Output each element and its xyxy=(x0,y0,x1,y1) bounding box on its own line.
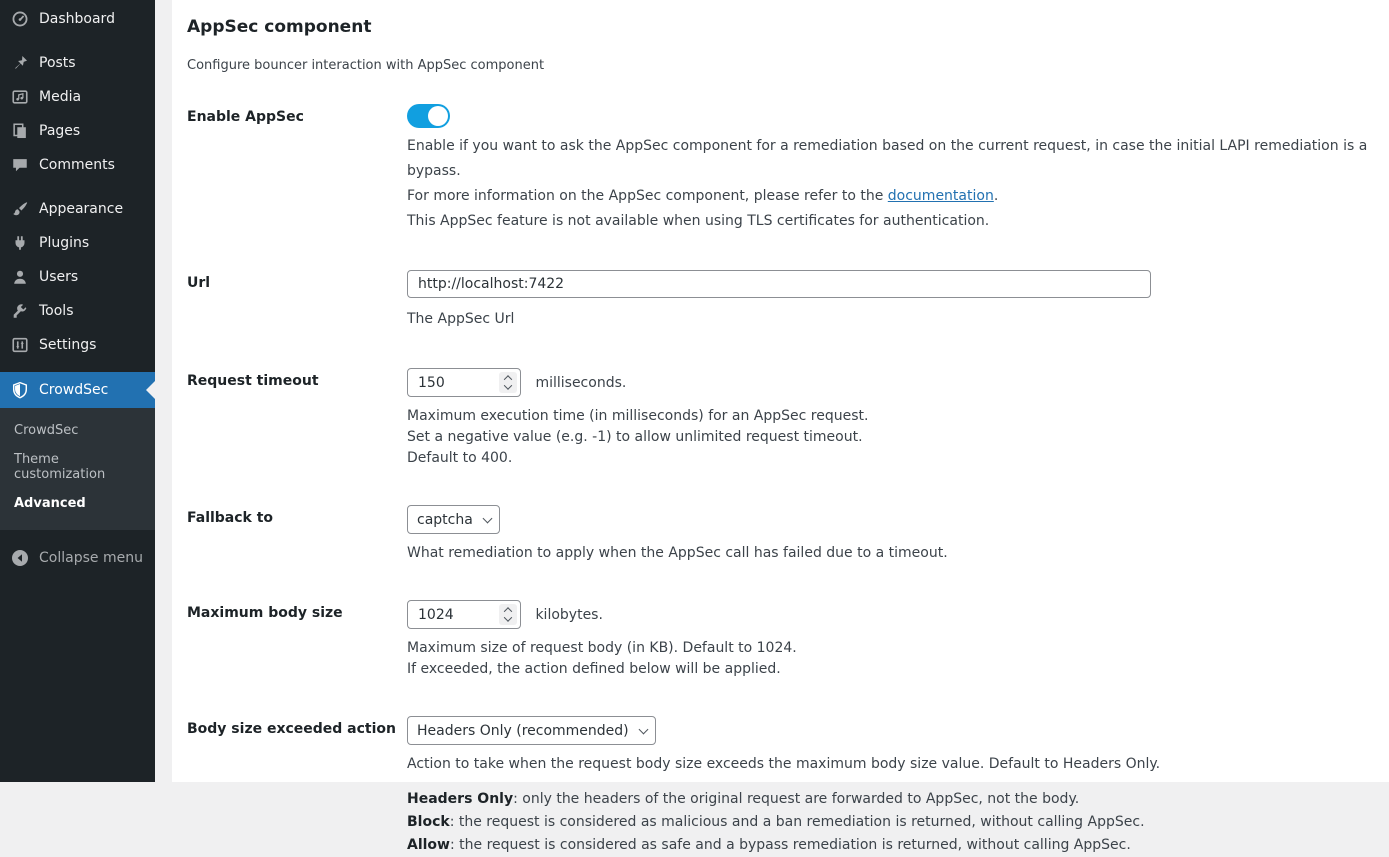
sidebar-item-settings[interactable] xyxy=(0,328,155,362)
sidebar-item-posts[interactable] xyxy=(0,46,155,80)
sidebar-item-dashboard[interactable] xyxy=(0,2,155,36)
sliders-icon xyxy=(10,335,30,355)
submenu-item-theme-customization[interactable] xyxy=(0,445,155,489)
enable-appsec-toggle[interactable] xyxy=(407,104,450,128)
sidebar-item-label: Plugins xyxy=(39,235,90,251)
field-unit: kilobytes. xyxy=(535,606,603,623)
form-row-request-timeout xyxy=(187,368,1369,469)
form-row-enable-appsec xyxy=(187,104,1369,234)
field-description xyxy=(407,638,1369,680)
description-text: . xyxy=(993,188,999,204)
sidebar-separator xyxy=(0,36,155,46)
sidebar-item-pages[interactable] xyxy=(0,114,155,148)
definition-text: : only the headers of the original request are forwarded to AppSec, not the body. xyxy=(513,791,1080,807)
dashboard-icon xyxy=(10,9,30,29)
documentation-link[interactable]: documentation xyxy=(887,188,994,204)
sidebar-item-users[interactable] xyxy=(0,260,155,294)
pin-icon xyxy=(10,53,30,73)
description-line: This AppSec feature is not available when using TLS certificates for authentication. xyxy=(407,213,990,229)
form-row-body-size-action xyxy=(187,716,1369,857)
sidebar-separator xyxy=(0,182,155,192)
description-line: Enable if you want to ask the AppSec component for a remediation based on the current request, in case the initial LAPI remediation is a bypass. xyxy=(407,138,1368,179)
wrench-icon xyxy=(10,301,30,321)
field-label: Body size exceeded action xyxy=(187,721,397,737)
sidebar-item-label: Settings xyxy=(39,337,97,353)
admin-content-area xyxy=(155,0,1389,853)
submenu-item-advanced[interactable] xyxy=(0,489,155,518)
sidebar-item-media[interactable] xyxy=(0,80,155,114)
sidebar-item-label: Comments xyxy=(39,157,115,173)
submenu-item-crowdsec[interactable] xyxy=(0,416,155,445)
description-line: Maximum execution time (in milliseconds) for an AppSec request. xyxy=(407,408,869,424)
admin-sidebar xyxy=(0,0,155,782)
user-icon xyxy=(10,267,30,287)
form-row-fallback-to xyxy=(187,505,1369,564)
sidebar-item-label: Appearance xyxy=(39,201,124,217)
shield-icon xyxy=(10,380,30,400)
page-title: AppSec component xyxy=(187,17,372,37)
field-description: What remediation to apply when the AppSec call has failed due to a timeout. xyxy=(407,545,948,561)
action-definitions xyxy=(407,788,1369,857)
description-text: For more information on the AppSec component, please refer to the xyxy=(407,188,888,204)
sidebar-item-label: Media xyxy=(39,89,82,105)
form-row-max-body-size xyxy=(187,600,1369,680)
field-description: The AppSec Url xyxy=(407,311,515,327)
spacer xyxy=(407,775,1369,788)
submenu-item-label: CrowdSec xyxy=(14,423,79,438)
description-line: Set a negative value (e.g. -1) to allow unlimited request timeout. xyxy=(407,429,863,445)
field-unit: milliseconds. xyxy=(535,374,627,391)
description-line: Maximum size of request body (in KB). Default to 1024. xyxy=(407,640,797,656)
sidebar-item-crowdsec[interactable] xyxy=(0,372,155,408)
sidebar-item-tools[interactable] xyxy=(0,294,155,328)
sidebar-item-comments[interactable] xyxy=(0,148,155,182)
submenu-item-label: Theme customization xyxy=(14,452,106,482)
sidebar-item-label: Users xyxy=(39,269,79,285)
sidebar-item-label: Posts xyxy=(39,55,76,71)
collapse-menu-label: Collapse menu xyxy=(39,550,143,566)
plugin-icon xyxy=(10,233,30,253)
sidebar-item-label: CrowdSec xyxy=(39,382,109,398)
field-label: Request timeout xyxy=(187,373,319,389)
collapse-menu-button[interactable] xyxy=(0,548,155,568)
definition-text: : the request is considered as safe and a bypass remediation is returned, without calling AppSec. xyxy=(449,837,1131,853)
field-label: Url xyxy=(187,275,211,291)
sidebar-item-label: Pages xyxy=(39,123,81,139)
definition-line xyxy=(407,834,1369,857)
definition-text: : the request is considered as malicious and a ban remediation is returned, without calling AppSec. xyxy=(449,814,1145,830)
field-description: Action to take when the request body size exceeds the maximum body size value. Default to Headers Only. xyxy=(407,756,1161,772)
page-subtitle: Configure bouncer interaction with AppSec component xyxy=(187,58,545,73)
sidebar-item-plugins[interactable] xyxy=(0,226,155,260)
crowdsec-submenu xyxy=(0,408,155,530)
body-size-action-select[interactable]: Headers Only (recommended) xyxy=(407,716,656,745)
form-row-url xyxy=(187,270,1369,332)
collapse-arrow-icon xyxy=(10,548,30,568)
definition-term: Headers Only xyxy=(407,791,514,807)
definition-term: Block xyxy=(407,814,450,830)
appsec-url-input[interactable] xyxy=(407,270,1151,298)
definition-term: Allow xyxy=(407,837,450,853)
definition-line xyxy=(407,788,1369,811)
description-line: If exceeded, the action defined below will be applied. xyxy=(407,661,781,677)
sidebar-item-label: Dashboard xyxy=(39,11,115,27)
stepper-down-icon xyxy=(504,381,512,389)
brush-icon xyxy=(10,199,30,219)
stepper-down-icon xyxy=(504,613,512,621)
number-stepper[interactable] xyxy=(499,372,517,393)
field-description xyxy=(407,134,1369,234)
field-label: Enable AppSec xyxy=(187,109,304,125)
settings-panel xyxy=(172,0,1389,853)
pages-icon xyxy=(10,121,30,141)
sidebar-item-appearance[interactable] xyxy=(0,192,155,226)
sidebar-item-label: Tools xyxy=(39,303,74,319)
sidebar-separator xyxy=(0,362,155,372)
fallback-remediation-select[interactable]: captcha xyxy=(407,505,500,534)
description-line: Default to 400. xyxy=(407,450,513,466)
field-label: Fallback to xyxy=(187,510,274,526)
number-stepper[interactable] xyxy=(499,604,517,625)
field-description xyxy=(407,406,1369,469)
definition-line xyxy=(407,811,1369,834)
comment-icon xyxy=(10,155,30,175)
field-label: Maximum body size xyxy=(187,605,343,621)
toggle-knob xyxy=(428,106,448,126)
description-line xyxy=(407,184,1369,209)
submenu-item-label: Advanced xyxy=(14,496,86,511)
media-icon xyxy=(10,87,30,107)
